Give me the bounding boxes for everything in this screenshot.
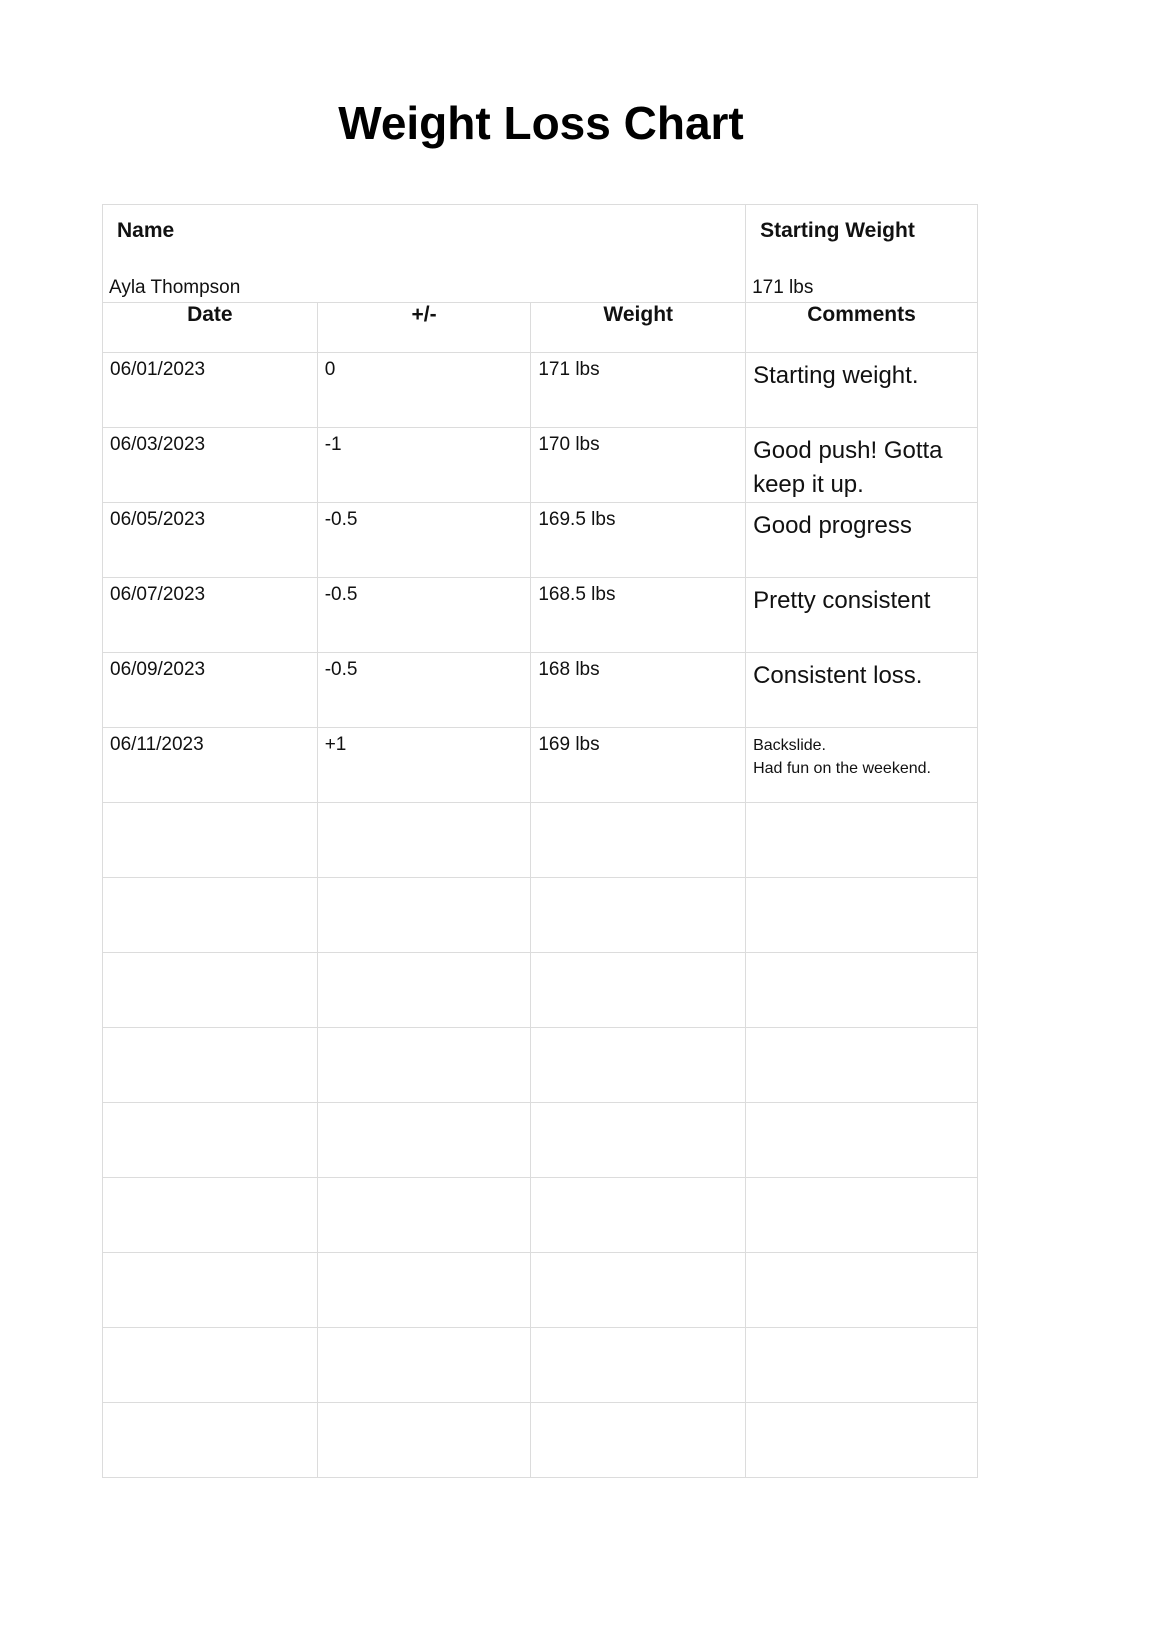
empty-cell[interactable]	[531, 953, 746, 1028]
change-value: 0	[324, 359, 336, 380]
empty-cell[interactable]	[746, 1253, 978, 1328]
date-cell[interactable]	[103, 728, 318, 803]
comment-cell[interactable]	[746, 428, 978, 503]
empty-cell[interactable]	[317, 1028, 531, 1103]
empty-cell[interactable]	[317, 1403, 531, 1478]
date-value: 06/01/2023	[110, 359, 206, 380]
date-value: 06/11/2023	[110, 734, 204, 755]
empty-row	[103, 1103, 978, 1178]
change-value: -0.5	[324, 659, 358, 680]
empty-cell[interactable]	[746, 1403, 978, 1478]
weight-value: 170 lbs	[538, 434, 600, 455]
starting-weight-label: Starting Weight	[760, 219, 915, 242]
empty-row	[103, 803, 978, 878]
empty-cell[interactable]	[531, 1328, 746, 1403]
comment-value: Pretty consistent	[753, 587, 931, 614]
change-cell[interactable]	[317, 503, 531, 578]
starting-weight-cell[interactable]	[746, 205, 978, 303]
comment-cell[interactable]	[746, 578, 978, 653]
date-cell[interactable]	[103, 653, 318, 728]
starting-weight-value: 171 lbs	[752, 277, 814, 298]
change-value: +1	[324, 734, 347, 755]
empty-cell[interactable]	[103, 1253, 318, 1328]
weight-value: 169.5 lbs	[538, 509, 616, 530]
empty-cell[interactable]	[103, 1328, 318, 1403]
empty-cell[interactable]	[531, 878, 746, 953]
empty-row	[103, 953, 978, 1028]
weight-cell[interactable]	[531, 653, 746, 728]
weight-cell[interactable]	[531, 428, 746, 503]
empty-cell[interactable]	[531, 1403, 746, 1478]
empty-cell[interactable]	[746, 1178, 978, 1253]
change-value: -1	[324, 434, 342, 455]
empty-row	[103, 1328, 978, 1403]
change-cell[interactable]	[317, 728, 531, 803]
comment-value	[746, 728, 977, 780]
empty-cell[interactable]	[531, 1178, 746, 1253]
empty-cell[interactable]	[746, 1028, 978, 1103]
comment-line-2: Had fun on the weekend.	[753, 760, 931, 777]
comment-cell[interactable]	[746, 653, 978, 728]
change-cell[interactable]	[317, 578, 531, 653]
name-label: Name	[117, 219, 175, 242]
empty-cell[interactable]	[531, 1253, 746, 1328]
date-value: 06/09/2023	[110, 659, 206, 680]
weight-cell[interactable]	[531, 353, 746, 428]
comment-value: Good push! Gotta keep it up.	[753, 437, 943, 498]
date-value: 06/05/2023	[110, 509, 206, 530]
empty-row	[103, 1028, 978, 1103]
empty-cell[interactable]	[103, 1028, 318, 1103]
comment-line-1: Backslide.	[753, 737, 826, 754]
empty-row	[103, 1178, 978, 1253]
name-value: Ayla Thompson	[109, 277, 241, 298]
empty-cell[interactable]	[317, 1253, 531, 1328]
change-cell[interactable]	[317, 653, 531, 728]
comment-value: Consistent loss.	[753, 662, 923, 689]
table-row	[103, 428, 978, 503]
weight-value: 171 lbs	[538, 359, 600, 380]
header-row	[103, 303, 978, 353]
empty-cell[interactable]	[531, 1028, 746, 1103]
empty-cell[interactable]	[317, 1103, 531, 1178]
comment-cell[interactable]	[746, 503, 978, 578]
weight-value: 168 lbs	[538, 659, 600, 680]
weight-value: 169 lbs	[538, 734, 600, 755]
weight-cell[interactable]	[531, 578, 746, 653]
empty-cell[interactable]	[746, 1103, 978, 1178]
empty-cell[interactable]	[103, 1178, 318, 1253]
comments-header: Comments	[746, 303, 978, 353]
empty-cell[interactable]	[317, 1178, 531, 1253]
table-row	[103, 503, 978, 578]
weight-cell[interactable]	[531, 503, 746, 578]
date-header: Date	[103, 303, 318, 353]
table-row	[103, 728, 978, 803]
name-cell[interactable]	[103, 205, 746, 303]
empty-cell[interactable]	[746, 953, 978, 1028]
date-value: 06/03/2023	[110, 434, 206, 455]
empty-cell[interactable]	[531, 1103, 746, 1178]
date-value: 06/07/2023	[110, 584, 206, 605]
weight-loss-table	[102, 204, 978, 1478]
empty-cell[interactable]	[103, 1103, 318, 1178]
empty-row	[103, 1253, 978, 1328]
change-cell[interactable]	[317, 428, 531, 503]
empty-cell[interactable]	[746, 1328, 978, 1403]
date-cell[interactable]	[103, 428, 318, 503]
weight-cell[interactable]	[531, 728, 746, 803]
table-row	[103, 353, 978, 428]
comment-value: Starting weight.	[753, 362, 919, 389]
empty-cell[interactable]	[103, 803, 318, 878]
empty-cell[interactable]	[317, 953, 531, 1028]
empty-cell[interactable]	[103, 953, 318, 1028]
change-value: -0.5	[324, 509, 358, 530]
empty-cell[interactable]	[103, 1403, 318, 1478]
empty-cell[interactable]	[317, 803, 531, 878]
info-row	[103, 205, 978, 303]
empty-cell[interactable]	[746, 878, 978, 953]
comment-cell[interactable]	[746, 728, 978, 803]
change-cell[interactable]	[317, 353, 531, 428]
table-row	[103, 653, 978, 728]
table-row	[103, 578, 978, 653]
change-header: +/-	[317, 303, 531, 353]
comment-cell[interactable]	[746, 353, 978, 428]
page-title: Weight Loss Chart	[338, 97, 744, 149]
empty-cell[interactable]	[531, 803, 746, 878]
date-cell[interactable]	[103, 578, 318, 653]
empty-cell[interactable]	[317, 878, 531, 953]
date-cell[interactable]	[103, 503, 318, 578]
weight-header: Weight	[531, 303, 746, 353]
empty-cell[interactable]	[103, 878, 318, 953]
comment-value: Good progress	[753, 512, 912, 539]
date-cell[interactable]	[103, 353, 318, 428]
weight-value: 168.5 lbs	[538, 584, 616, 605]
empty-row	[103, 1403, 978, 1478]
change-value: -0.5	[324, 584, 358, 605]
empty-cell[interactable]	[746, 803, 978, 878]
empty-cell[interactable]	[317, 1328, 531, 1403]
empty-row	[103, 878, 978, 953]
